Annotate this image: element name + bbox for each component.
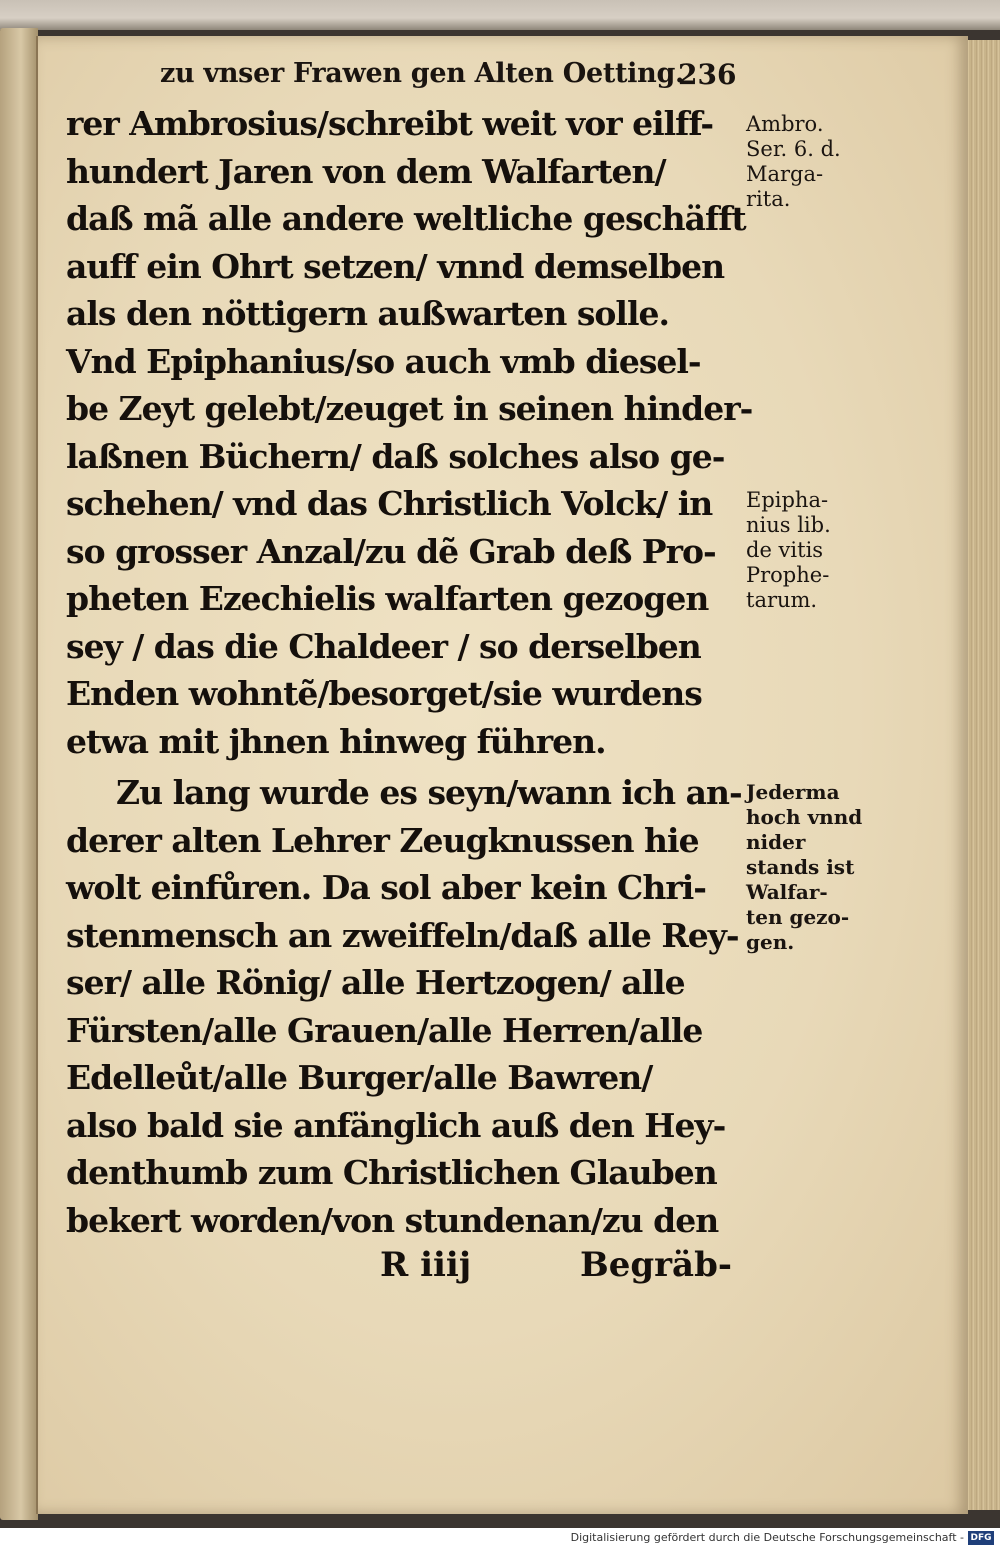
margin-note-line: nius lib. [746,513,831,537]
text-line: hundert Jaren von dem Walfarten/ [66,151,666,191]
text-line: bekert worden/von stundenan/zu den [66,1200,719,1240]
text-line: derer alten Lehrer Zeugknussen hie [66,820,699,860]
margin-note-line: de vitis [746,538,824,562]
text-line: so grosser Anzal/zu dẽ Grab deß Pro- [66,531,716,571]
margin-note-line: Marga- [746,162,824,186]
page-header [160,58,760,98]
text-line: als den nöttigern außwarten solle. [66,294,669,333]
text-line: denthumb zum Christlichen Glauben [66,1153,717,1192]
text-line: daß mã alle andere weltliche geschäfft [66,199,746,238]
margin-note-line: rita. [746,187,791,211]
scan-top-edge [0,0,1000,30]
text-line: Vnd Epiphanius/so auch vmb diesel- [66,341,701,381]
margin-note-line: gen. [746,930,795,954]
margin-note-epiphanius [746,488,886,613]
margin-note-line: Epipha- [746,488,829,512]
margin-note-line: Walfar- [746,880,828,904]
text-line: etwa mit jhnen hinweg führen. [66,721,606,761]
running-head: zu vnser Frawen gen Alten Oetting. [160,58,685,89]
signature-mark: R iiij [380,1245,472,1285]
text-line: rer Ambrosius/schreibt weit vor eilff- [66,104,714,143]
left-page-edge [0,28,38,1520]
margin-note-line: stands ist [746,855,855,879]
margin-note-line: hoch vnnd [746,805,863,829]
text-line: sey / das die Chaldeer / so derselben [66,626,701,666]
text-line: Enden wohntẽ/besorget/sie wurdens [66,674,702,713]
margin-note-ambrosius [746,112,886,212]
text-line: be Zeyt gelebt/zeuget in seinen hinder- [66,389,753,428]
text-line: ser/ alle Rönig/ alle Hertzogen/ alle [66,963,685,1002]
page-number: 236 [678,58,737,91]
credit-bar [0,1528,1000,1549]
text-line: schehen/ vnd das Christlich Volck/ in [66,484,713,523]
text-line: Zu lang wurde es seyn/wann ich an- [116,773,742,812]
margin-note-line: nider [746,830,806,854]
margin-note-line: Prophe- [746,563,830,587]
text-line: Edelleůt/alle Burger/alle Bawren/ [66,1058,653,1097]
margin-note-line: ten gezo- [746,905,850,929]
text-line: wolt einfůren. Da sol aber kein Chri- [66,868,706,907]
text-line: auff ein Ohrt setzen/ vnnd demselben [66,246,725,286]
text-line: laßnen Büchern/ daß solches also ge- [66,436,725,476]
dfg-logo: DFG [968,1531,994,1545]
text-line: stenmensch an zweiffeln/daß alle Rey- [66,915,739,955]
text-line: also bald sie anfänglich auß den Hey- [66,1105,726,1145]
credit-text: Digitalisierung gefördert durch die Deutsche Forschungsgemeinschaft - [570,1531,964,1544]
main-text [66,100,753,1244]
margin-note-line: Ambro. [746,112,824,136]
text-line: Fürsten/alle Grauen/alle Herren/alle [66,1010,703,1050]
text-line: pheten Ezechielis walfarten gezogen [66,579,709,618]
catchword: Begräb- [580,1245,732,1285]
margin-note-line: Jederma [746,780,840,804]
margin-note-jederman [746,780,886,955]
margin-note-line: tarum. [746,588,818,612]
margin-note-line: Ser. 6. d. [746,137,841,161]
